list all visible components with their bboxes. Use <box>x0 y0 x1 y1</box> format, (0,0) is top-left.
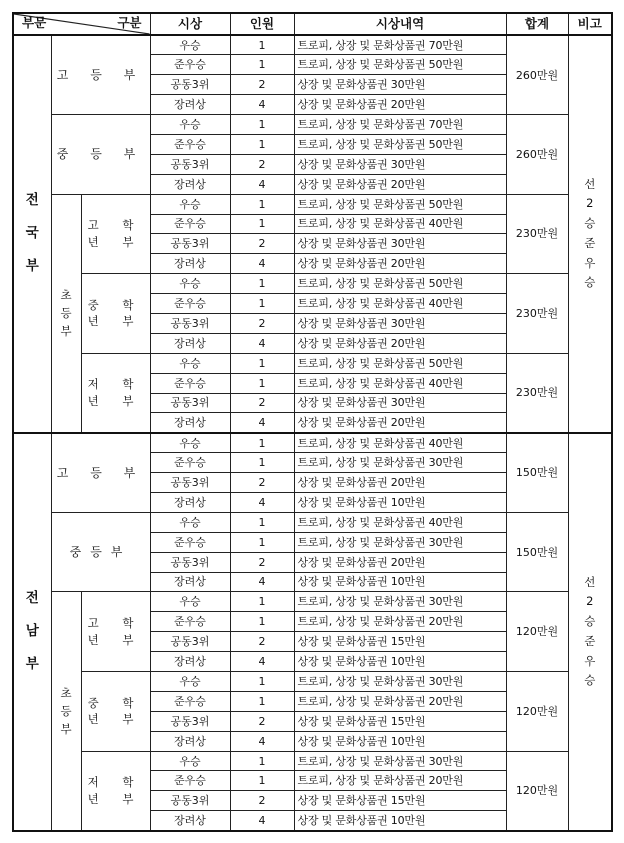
count-cell: 1 <box>230 672 294 692</box>
grade-group-line2: 년 부 <box>87 234 144 249</box>
grade-group-line1: 중 학 <box>87 695 144 710</box>
award-cell: 장려상 <box>150 254 230 274</box>
note-cell <box>568 433 612 831</box>
table-row <box>13 353 612 373</box>
detail-cell: 상장 및 문화상품권 20만원 <box>294 473 506 493</box>
total-cell: 150만원 <box>506 433 568 513</box>
award-cell: 공동3위 <box>150 791 230 811</box>
grade-group-label-wrap <box>88 376 144 409</box>
grade-group-label-wrap <box>88 217 144 250</box>
table-row <box>13 672 612 692</box>
award-cell: 장려상 <box>150 572 230 592</box>
grade-group-line1: 중 학 <box>87 297 144 312</box>
count-cell: 1 <box>230 134 294 154</box>
award-cell: 공동3위 <box>150 473 230 493</box>
count-cell: 4 <box>230 254 294 274</box>
count-cell: 1 <box>230 592 294 612</box>
detail-cell: 트로피, 상장 및 문화상품권 20만원 <box>294 691 506 711</box>
count-cell: 2 <box>230 711 294 731</box>
grade-group-label-wrap <box>88 695 144 728</box>
elementary-label <box>51 194 81 433</box>
section-name <box>13 35 51 433</box>
detail-cell: 트로피, 상장 및 문화상품권 30만원 <box>294 592 506 612</box>
count-cell: 2 <box>230 791 294 811</box>
count-cell: 4 <box>230 333 294 353</box>
table-row <box>13 433 612 453</box>
detail-cell: 트로피, 상장 및 문화상품권 50만원 <box>294 194 506 214</box>
count-cell: 4 <box>230 413 294 433</box>
award-cell: 장려상 <box>150 95 230 115</box>
group-label <box>51 35 150 115</box>
note-cell <box>568 35 612 433</box>
detail-cell: 트로피, 상장 및 문화상품권 50만원 <box>294 134 506 154</box>
total-cell: 230만원 <box>506 353 568 433</box>
detail-cell: 트로피, 상장 및 문화상품권 40만원 <box>294 294 506 314</box>
detail-cell: 트로피, 상장 및 문화상품권 40만원 <box>294 373 506 393</box>
detail-cell: 트로피, 상장 및 문화상품권 70만원 <box>294 115 506 135</box>
count-cell: 1 <box>230 532 294 552</box>
count-cell: 1 <box>230 294 294 314</box>
award-cell: 장려상 <box>150 174 230 194</box>
count-cell: 2 <box>230 313 294 333</box>
award-cell: 준우승 <box>150 612 230 632</box>
detail-cell: 트로피, 상장 및 문화상품권 50만원 <box>294 274 506 294</box>
total-cell: 120만원 <box>506 672 568 752</box>
grade-group-line2: 년 부 <box>87 632 144 647</box>
count-cell: 1 <box>230 194 294 214</box>
count-cell: 1 <box>230 214 294 234</box>
detail-cell: 상장 및 문화상품권 15만원 <box>294 711 506 731</box>
count-cell: 4 <box>230 572 294 592</box>
count-cell: 1 <box>230 115 294 135</box>
group-label <box>51 433 150 513</box>
table-row <box>13 194 612 214</box>
elementary-label-text: 초 등 부 <box>60 287 72 339</box>
count-cell: 4 <box>230 95 294 115</box>
grade-group-line2: 년 부 <box>87 314 144 329</box>
award-cell: 공동3위 <box>150 552 230 572</box>
count-cell: 1 <box>230 35 294 55</box>
award-cell: 준우승 <box>150 294 230 314</box>
award-cell: 장려상 <box>150 333 230 353</box>
table-body <box>13 35 612 831</box>
group-label-text: 중 등 부 <box>56 147 145 162</box>
count-cell: 1 <box>230 751 294 771</box>
count-cell: 2 <box>230 234 294 254</box>
group-label-text: 고 등 부 <box>56 465 145 480</box>
grade-group-label-wrap <box>88 774 144 807</box>
header-row <box>13 13 612 35</box>
detail-cell: 트로피, 상장 및 문화상품권 50만원 <box>294 55 506 75</box>
detail-cell: 상장 및 문화상품권 15만원 <box>294 632 506 652</box>
header-award: 시상 <box>150 13 230 35</box>
table-row <box>13 751 612 771</box>
detail-cell: 상장 및 문화상품권 20만원 <box>294 174 506 194</box>
award-cell: 준우승 <box>150 532 230 552</box>
award-cell: 우승 <box>150 35 230 55</box>
awards-table <box>12 12 613 832</box>
award-cell: 우승 <box>150 672 230 692</box>
table-row <box>13 592 612 612</box>
grade-group-line2: 년 부 <box>87 791 144 806</box>
table-row <box>13 274 612 294</box>
award-cell: 우승 <box>150 433 230 453</box>
grade-group-label <box>81 194 150 274</box>
count-cell: 4 <box>230 492 294 512</box>
total-cell: 230만원 <box>506 274 568 354</box>
total-cell: 230만원 <box>506 194 568 274</box>
award-cell: 장려상 <box>150 413 230 433</box>
grade-group-label <box>81 751 150 831</box>
group-label <box>51 115 150 195</box>
note-text: 선 2 승 준 우 승 <box>584 574 596 688</box>
header-note: 비고 <box>568 13 612 35</box>
detail-cell: 트로피, 상장 및 문화상품권 40만원 <box>294 214 506 234</box>
count-cell: 1 <box>230 691 294 711</box>
count-cell: 1 <box>230 274 294 294</box>
award-cell: 공동3위 <box>150 313 230 333</box>
award-cell: 우승 <box>150 194 230 214</box>
grade-group-line1: 고 학 <box>87 218 144 233</box>
award-cell: 준우승 <box>150 453 230 473</box>
grade-group-label <box>81 353 150 433</box>
detail-cell: 트로피, 상장 및 문화상품권 70만원 <box>294 35 506 55</box>
table-row <box>13 115 612 135</box>
detail-cell: 상장 및 문화상품권 20만원 <box>294 95 506 115</box>
award-cell: 우승 <box>150 353 230 373</box>
section-name <box>13 433 51 831</box>
detail-cell: 트로피, 상장 및 문화상품권 50만원 <box>294 353 506 373</box>
total-cell: 120만원 <box>506 751 568 831</box>
section-name-text: 전 국 부 <box>25 192 39 275</box>
detail-cell: 상장 및 문화상품권 30만원 <box>294 313 506 333</box>
detail-cell: 트로피, 상장 및 문화상품권 30만원 <box>294 532 506 552</box>
detail-cell: 트로피, 상장 및 문화상품권 30만원 <box>294 751 506 771</box>
count-cell: 4 <box>230 811 294 831</box>
group-label <box>51 512 150 592</box>
award-cell: 준우승 <box>150 55 230 75</box>
detail-cell: 상장 및 문화상품권 10만원 <box>294 811 506 831</box>
grade-group-line1: 고 학 <box>87 616 144 631</box>
grade-group-label <box>81 274 150 354</box>
count-cell: 2 <box>230 393 294 413</box>
award-cell: 공동3위 <box>150 234 230 254</box>
header-total: 합계 <box>506 13 568 35</box>
detail-cell: 트로피, 상장 및 문화상품권 30만원 <box>294 453 506 473</box>
award-cell: 공동3위 <box>150 154 230 174</box>
count-cell: 1 <box>230 373 294 393</box>
grade-group-label-wrap <box>88 615 144 648</box>
award-cell: 우승 <box>150 592 230 612</box>
grade-group-line2: 년 부 <box>87 393 144 408</box>
award-cell: 공동3위 <box>150 632 230 652</box>
table-row <box>13 35 612 55</box>
count-cell: 2 <box>230 154 294 174</box>
award-cell: 준우승 <box>150 771 230 791</box>
detail-cell: 상장 및 문화상품권 20만원 <box>294 333 506 353</box>
count-cell: 4 <box>230 174 294 194</box>
count-cell: 1 <box>230 612 294 632</box>
count-cell: 2 <box>230 473 294 493</box>
award-cell: 준우승 <box>150 214 230 234</box>
count-cell: 4 <box>230 652 294 672</box>
detail-cell: 트로피, 상장 및 문화상품권 20만원 <box>294 771 506 791</box>
group-label-text: 고 등 부 <box>56 68 145 83</box>
header-division-category <box>13 13 150 35</box>
note-text: 선 2 승 준 우 승 <box>584 176 596 290</box>
elementary-label <box>51 592 81 831</box>
grade-group-line2: 년 부 <box>87 712 144 727</box>
total-cell: 260만원 <box>506 35 568 115</box>
detail-cell: 트로피, 상장 및 문화상품권 40만원 <box>294 433 506 453</box>
grade-group-label <box>81 592 150 672</box>
award-cell: 공동3위 <box>150 711 230 731</box>
header-division: 부문 <box>22 15 47 30</box>
award-cell: 준우승 <box>150 691 230 711</box>
award-cell: 장려상 <box>150 731 230 751</box>
count-cell: 1 <box>230 453 294 473</box>
grade-group-line1: 저 학 <box>87 775 144 790</box>
detail-cell: 트로피, 상장 및 문화상품권 40만원 <box>294 512 506 532</box>
detail-cell: 상장 및 문화상품권 20만원 <box>294 552 506 572</box>
award-cell: 우승 <box>150 274 230 294</box>
grade-group-line1: 저 학 <box>87 377 144 392</box>
detail-cell: 상장 및 문화상품권 10만원 <box>294 492 506 512</box>
award-cell: 장려상 <box>150 652 230 672</box>
award-cell: 장려상 <box>150 492 230 512</box>
detail-cell: 상장 및 문화상품권 20만원 <box>294 413 506 433</box>
header-details: 시상내역 <box>294 13 506 35</box>
award-cell: 준우승 <box>150 134 230 154</box>
count-cell: 2 <box>230 75 294 95</box>
header-count: 인원 <box>230 13 294 35</box>
award-cell: 공동3위 <box>150 393 230 413</box>
table-row <box>13 512 612 532</box>
detail-cell: 상장 및 문화상품권 10만원 <box>294 731 506 751</box>
detail-cell: 상장 및 문화상품권 10만원 <box>294 572 506 592</box>
section-name-text: 전 남 부 <box>25 590 39 673</box>
count-cell: 1 <box>230 433 294 453</box>
detail-cell: 상장 및 문화상품권 30만원 <box>294 154 506 174</box>
count-cell: 2 <box>230 552 294 572</box>
header-category: 구분 <box>117 15 142 30</box>
count-cell: 4 <box>230 731 294 751</box>
detail-cell: 상장 및 문화상품권 30만원 <box>294 234 506 254</box>
count-cell: 2 <box>230 632 294 652</box>
award-cell: 우승 <box>150 512 230 532</box>
count-cell: 1 <box>230 353 294 373</box>
detail-cell: 상장 및 문화상품권 30만원 <box>294 393 506 413</box>
total-cell: 120만원 <box>506 592 568 672</box>
detail-cell: 상장 및 문화상품권 10만원 <box>294 652 506 672</box>
detail-cell: 트로피, 상장 및 문화상품권 20만원 <box>294 612 506 632</box>
total-cell: 150만원 <box>506 512 568 592</box>
award-cell: 우승 <box>150 115 230 135</box>
detail-cell: 상장 및 문화상품권 20만원 <box>294 254 506 274</box>
grade-group-label-wrap <box>88 297 144 330</box>
count-cell: 1 <box>230 55 294 75</box>
detail-cell: 상장 및 문화상품권 15만원 <box>294 791 506 811</box>
award-cell: 준우승 <box>150 373 230 393</box>
detail-cell: 트로피, 상장 및 문화상품권 30만원 <box>294 672 506 692</box>
grade-group-label <box>81 672 150 752</box>
detail-cell: 상장 및 문화상품권 30만원 <box>294 75 506 95</box>
award-cell: 우승 <box>150 751 230 771</box>
count-cell: 1 <box>230 512 294 532</box>
elementary-label-text: 초 등 부 <box>60 685 72 737</box>
award-cell: 장려상 <box>150 811 230 831</box>
count-cell: 1 <box>230 771 294 791</box>
group-label-text: 중등부 <box>69 545 132 560</box>
award-cell: 공동3위 <box>150 75 230 95</box>
total-cell: 260만원 <box>506 115 568 195</box>
